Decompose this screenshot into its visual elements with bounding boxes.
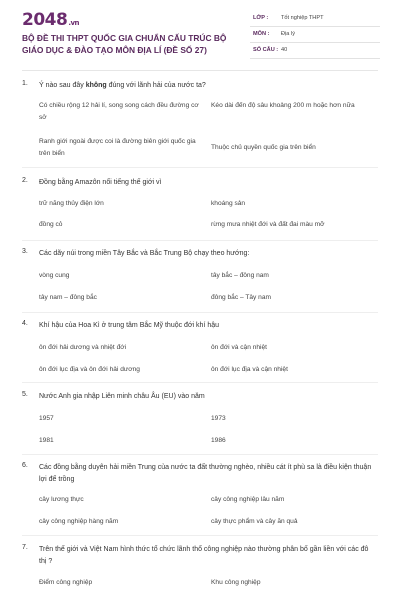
option-a[interactable]: Điểm công nghiệp	[39, 579, 93, 586]
option-b[interactable]: ôn đới và cận nhiệt	[211, 344, 268, 351]
meta-row-class	[250, 12, 380, 27]
option-c[interactable]: ôn đới lục địa và ôn đới hải dương	[39, 366, 140, 373]
stem-text: đúng với lãnh hải của nước ta?	[106, 82, 206, 89]
option-a[interactable]: ôn đới hải dương và nhiệt đới	[39, 344, 127, 351]
question-separator	[22, 535, 378, 536]
option-a[interactable]: Có chiều rộng 12 hải lí, song song cách đều đường cơ sở	[39, 102, 199, 121]
question-separator	[22, 167, 378, 168]
question-stem: Khí hậu của Hoa Kì ở trung tâm Bắc Mỹ thuộc đới khí hậu	[39, 322, 219, 329]
question-number: 5.	[22, 391, 28, 398]
option-c[interactable]: Ranh giới ngoài được coi là đường biên giới quốc gia trên biển	[39, 138, 196, 157]
option-d[interactable]: 1986	[211, 437, 226, 444]
option-d[interactable]: cây thực phẩm và cây ăn quả	[211, 518, 298, 525]
question-separator	[22, 454, 378, 455]
question-number: 1.	[22, 80, 28, 87]
question-stem: Đồng bằng Amazôn nổi tiếng thế giới vì	[39, 179, 162, 186]
meta-value: Địa lý	[281, 31, 295, 37]
option-a[interactable]: vòng cung	[39, 272, 70, 279]
question-number: 4.	[22, 320, 28, 327]
option-b[interactable]: tây bắc – đông nam	[211, 272, 269, 279]
exam-title: BỘ ĐỀ THI THPT QUỐC GIA CHUẨN CẤU TRÚC BỘ GIÁO DỤC & ĐÀO TẠO MÔN ĐỊA LÍ (ĐỀ SỐ 27)	[22, 33, 227, 55]
question-number: 6.	[22, 462, 28, 469]
site-logo[interactable]	[22, 10, 79, 30]
question-separator	[22, 240, 378, 241]
option-b[interactable]: cây công nghiệp lâu năm	[211, 496, 285, 503]
option-b[interactable]: Kéo dài đến độ sâu khoảng 200 m hoặc hơn nữa	[211, 102, 355, 109]
option-a[interactable]: 1957	[39, 415, 54, 422]
question-stem: Các đồng bằng duyên hải miền Trung của nước ta đất thường nghèo, nhiều cát ít phù sa là điều kiện thuận lợi để trồng	[39, 464, 372, 483]
logo-text: 2048	[22, 10, 68, 30]
question-number: 2.	[22, 177, 28, 184]
header-divider	[22, 70, 378, 71]
option-a[interactable]: trữ năng thủy điện lớn	[39, 200, 104, 207]
question-number: 3.	[22, 248, 28, 255]
option-b[interactable]: Khu công nghiệp	[211, 579, 261, 586]
option-c[interactable]: 1981	[39, 437, 54, 444]
meta-label: MÔN :	[253, 31, 270, 37]
meta-label: SỐ CÂU :	[253, 47, 279, 53]
option-c[interactable]: cây công nghiệp hàng năm	[39, 518, 119, 525]
stem-emphasis: không	[85, 82, 107, 89]
question-stem: Nước Anh gia nhập Liên minh châu Âu (EU) vào năm	[39, 393, 205, 400]
question-separator	[22, 382, 378, 383]
option-c[interactable]: đồng cỏ	[39, 221, 63, 228]
meta-value: 40	[281, 47, 288, 53]
option-d[interactable]: Thuộc chủ quyền quốc gia trên biển	[211, 144, 316, 151]
logo-suffix: .vn	[68, 19, 80, 27]
option-b[interactable]: 1973	[211, 415, 226, 422]
question-number: 7.	[22, 544, 28, 551]
question-stem	[39, 80, 375, 92]
option-a[interactable]: cây lương thực	[39, 496, 84, 503]
option-d[interactable]: đông bắc – Tây nam	[211, 294, 271, 301]
stem-text: Ý nào sau đây	[39, 82, 86, 89]
option-b[interactable]: khoáng sản	[211, 200, 246, 207]
meta-value: Tốt nghiệp THPT	[281, 15, 324, 21]
question-stem: Trên thế giới và Việt Nam hình thức tổ chức lãnh thổ công nghiệp nào thường phân bố gần liền với các đô thị ?	[39, 546, 369, 565]
exam-header	[0, 0, 400, 70]
question-stem: Các dãy núi trong miền Tây Bắc và Bắc Trung Bộ chạy theo hướng:	[39, 250, 250, 257]
option-d[interactable]: rừng mưa nhiệt đới và đất đai màu mỡ	[211, 221, 325, 228]
exam-meta	[250, 12, 380, 60]
meta-row-subject	[250, 28, 380, 43]
option-c[interactable]: tây nam – đông bắc	[39, 294, 97, 301]
option-d[interactable]: ôn đới lục địa và cận nhiệt	[211, 366, 288, 373]
question-separator	[22, 312, 378, 313]
meta-row-count	[250, 44, 380, 59]
meta-label: LỚP :	[253, 15, 269, 21]
